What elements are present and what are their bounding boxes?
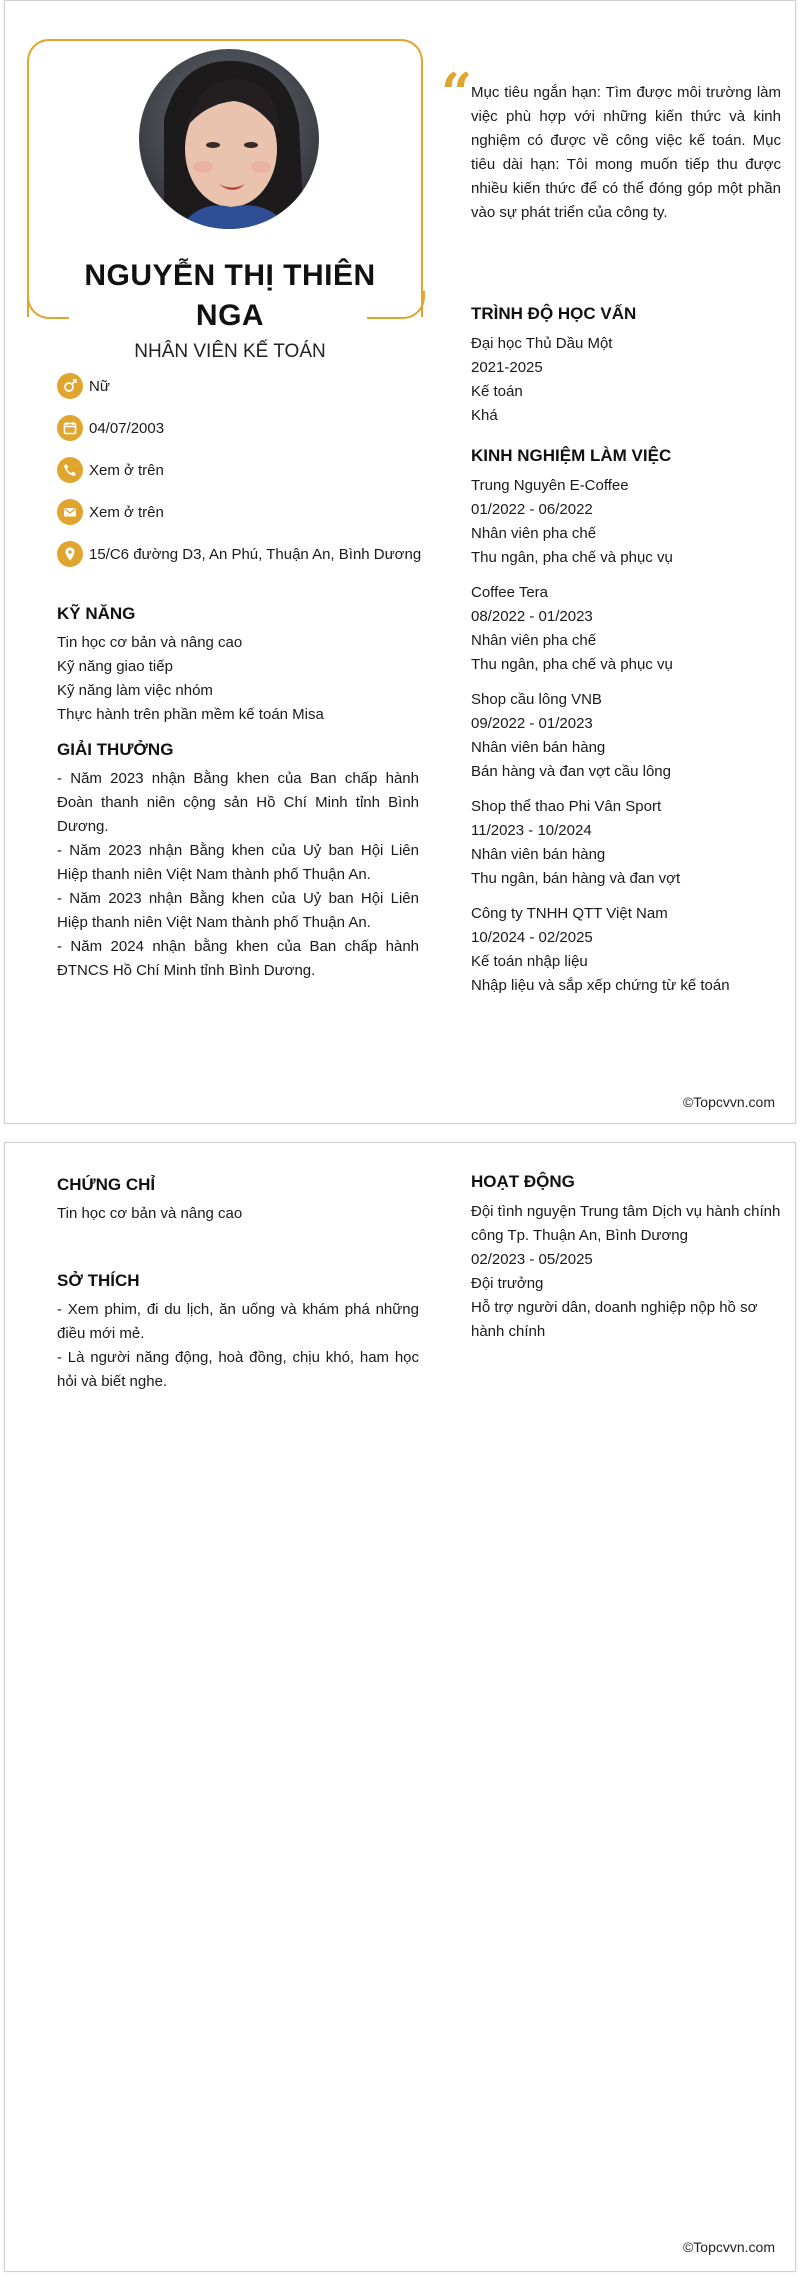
- job-title: NHÂN VIÊN KẾ TOÁN: [134, 341, 326, 362]
- experience-heading: KINH NGHIỆM LÀM VIỆC: [471, 446, 672, 465]
- job-desc: Thu ngân, bán hàng và đan vợt: [471, 870, 681, 887]
- phone-icon: [57, 457, 83, 483]
- contact-gender-value: Nữ: [89, 377, 110, 395]
- cv-page-1: [4, 0, 796, 1124]
- award-item: - Năm 2023 nhận Bằng khen của Uỷ ban Hội Liên Hiệp thanh niên Việt Nam thành phố Thuận An.: [57, 890, 419, 931]
- skills-heading: KỸ NĂNG: [57, 604, 136, 623]
- job-role: Nhân viên bán hàng: [471, 846, 606, 863]
- job-period: 09/2022 - 01/2023: [471, 715, 593, 732]
- email-icon: [57, 499, 83, 525]
- job-company: Shop cầu lông VNB: [471, 691, 602, 708]
- contact-address: [57, 539, 437, 569]
- contact-email: [57, 497, 437, 527]
- skill-item: Tin học cơ bản và nâng cao: [57, 634, 243, 651]
- certificate-item: Tin học cơ bản và nâng cao: [57, 1205, 243, 1222]
- job-desc: Nhập liệu và sắp xếp chứng từ kế toán: [471, 977, 730, 994]
- award-item: - Năm 2023 nhận Bằng khen của Uỷ ban Hội Liên Hiệp thanh niên Việt Nam thành phố Thuận An.: [57, 842, 419, 883]
- contact-phone: [57, 455, 437, 485]
- education-school: Đại học Thủ Dầu Một: [471, 335, 613, 352]
- avatar: [139, 49, 319, 229]
- activity-period: 02/2023 - 05/2025: [471, 1251, 593, 1268]
- hobbies-heading: SỞ THÍCH: [57, 1271, 140, 1290]
- job-period: 08/2022 - 01/2023: [471, 608, 593, 625]
- job-period: 01/2022 - 06/2022: [471, 501, 593, 518]
- footer-link[interactable]: ©Topcvvn.com: [682, 1094, 775, 1110]
- contact-email-value: Xem ở trên: [89, 503, 164, 521]
- candidate-name: [45, 256, 415, 336]
- footer-link[interactable]: ©Topcvvn.com: [682, 2239, 775, 2255]
- hobby-item: - Xem phim, đi du lịch, ăn uống và khám phá những điều mới mẻ.: [57, 1301, 419, 1342]
- education-grade: Khá: [471, 407, 498, 424]
- education-years: 2021-2025: [471, 359, 543, 376]
- activity-role: Đội trưởng: [471, 1275, 544, 1292]
- hobby-item: - Là người năng động, hoà đồng, chịu khó, ham học hỏi và biết nghe.: [57, 1349, 419, 1390]
- gender-icon: [57, 373, 83, 399]
- skill-item: Kỹ năng giao tiếp: [57, 658, 173, 675]
- job-role: Kế toán nhập liệu: [471, 953, 588, 970]
- education-major: Kế toán: [471, 383, 523, 400]
- activity-org: Đội tình nguyện Trung tâm Dịch vụ hành chính công Tp. Thuận An, Bình Dương: [471, 1203, 781, 1244]
- location-icon: [57, 541, 83, 567]
- career-objective: Mục tiêu ngắn hạn: Tìm được môi trường làm việc phù hợp với những kiến thức và kinh nghiệm có được về công việc kế toán. Mục tiêu dài hạn: Tôi mong muốn tiếp thu được nhiều kiến thức để có thể đóng góp một phần vào sự phát triển của công ty.: [471, 84, 781, 221]
- job-period: 11/2023 - 10/2024: [471, 822, 592, 839]
- job-period: 10/2024 - 02/2025: [471, 929, 593, 946]
- avatar-photo: [139, 49, 319, 229]
- award-item: - Năm 2023 nhận Bằng khen của Ban chấp hành Đoàn thanh niên cộng sản Hồ Chí Minh tỉnh Bình Dương.: [57, 770, 419, 835]
- job-desc: Thu ngân, pha chế và phục vụ: [471, 656, 673, 673]
- contact-phone-value: Xem ở trên: [89, 461, 164, 479]
- activity-desc: Hỗ trợ người dân, doanh nghiệp nộp hồ sơ hành chính: [471, 1299, 758, 1340]
- job-company: Shop thể thao Phi Vân Sport: [471, 798, 662, 815]
- name-line-1: NGUYỄN THỊ THIÊN: [84, 259, 376, 292]
- certificates-heading: CHỨNG CHỈ: [57, 1175, 156, 1194]
- contact-birthday-value: 04/07/2003: [89, 419, 165, 437]
- award-item: - Năm 2024 nhận bằng khen của Ban chấp hành ĐTNCS Hồ Chí Minh tỉnh Bình Dương.: [57, 938, 419, 979]
- contact-address-value: 15/C6 đường D3, An Phú, Thuận An, Bình Dương: [89, 545, 422, 563]
- quote-icon: “: [441, 61, 473, 125]
- job-desc: Thu ngân, pha chế và phục vụ: [471, 549, 673, 566]
- name-line-2: NGA: [195, 299, 265, 332]
- skill-item: Kỹ năng làm việc nhóm: [57, 682, 213, 699]
- job-role: Nhân viên pha chế: [471, 525, 597, 542]
- cv-page-2: [4, 1142, 796, 2272]
- activities-heading: HOẠT ĐỘNG: [471, 1172, 575, 1191]
- job-company: Trung Nguyên E-Coffee: [471, 477, 629, 494]
- skill-item: Thực hành trên phần mềm kế toán Misa: [57, 706, 324, 723]
- job-role: Nhân viên bán hàng: [471, 739, 606, 756]
- job-company: Coffee Tera: [471, 584, 548, 601]
- job-role: Nhân viên pha chế: [471, 632, 597, 649]
- job-desc: Bán hàng và đan vợt cầu lông: [471, 763, 671, 780]
- contact-birthday: [57, 413, 437, 443]
- awards-heading: GIẢI THƯỞNG: [57, 740, 174, 759]
- calendar-icon: [57, 415, 83, 441]
- education-heading: TRÌNH ĐỘ HỌC VẤN: [471, 304, 637, 323]
- job-company: Công ty TNHH QTT Việt Nam: [471, 905, 668, 922]
- contact-gender: [57, 371, 437, 401]
